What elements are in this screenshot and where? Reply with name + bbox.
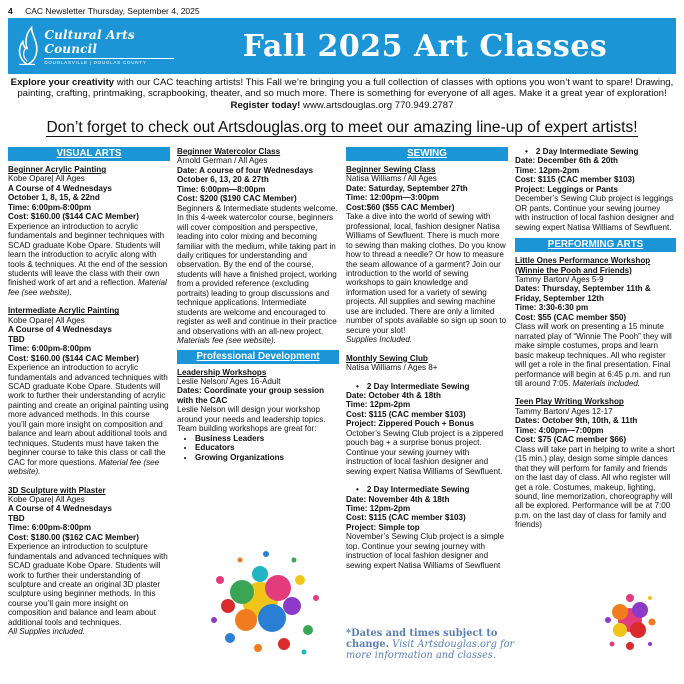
register-cta: Register today! — [230, 99, 301, 111]
session-cost: Cost: $115 (CAC member $103) — [346, 513, 466, 523]
class-description: Experience an introduction to sculpture fundamentals and advanced techniques with SCAD graduate Kobe Opare. Students will work to further their understanding of sculpture and create an original 3D plaster sculpture using beginner methods. In this course you’ll gain more insight on composition and balance and learn about additional tools and techniques. — [8, 542, 168, 627]
page-number: 4 — [8, 6, 13, 16]
class-time: Time: 12:00pm—3:00pm — [346, 193, 439, 203]
class-beginner-sewing — [346, 165, 508, 345]
session-date: Date: November 4th & 18th — [346, 494, 450, 504]
session-date: Date: December 6th & 20th — [515, 156, 619, 166]
class-title: Beginner Watercolor Class — [177, 147, 281, 156]
session-cost: Cost: $115 (CAC member $103) — [346, 409, 466, 419]
class-3d-sculpture — [8, 486, 170, 637]
session-description: October’s Sewing Club project is a zippered pouch bag + a surprise bonus project. Continue your sewing journey with instruction of local fashion designer and sewing expert Natisa Williams of Sewfluent. — [346, 428, 504, 476]
class-beginner-acrylic — [8, 165, 170, 297]
disclaimer-bold: *Dates and times subject to change. — [346, 628, 498, 650]
list-item: • Business Leaders — [195, 434, 339, 443]
column-watercolor-professional — [177, 147, 339, 462]
class-instructor: Tammy Barton/ Ages 12-17 — [515, 406, 613, 416]
class-instructor: Arnold German / All Ages — [177, 156, 268, 166]
class-title: Beginner Sewing Class — [346, 165, 436, 174]
class-cost: Cost:$60 ($55 CAC Member) — [346, 202, 455, 212]
cac-logo — [8, 18, 174, 74]
title-banner — [8, 18, 676, 74]
class-title: Teen Play Writing Workshop — [515, 397, 624, 407]
class-cost: Cost: $160.00 ($144 CAC Member) — [8, 353, 139, 363]
column-visual-arts — [8, 147, 170, 637]
class-description: Beginners & Intermediate students welcome. In this 4-week watercolor course, beginners will cover composition and perspective, leading into color mixing and becoming familiar with the medium, while taking part in daily critiques for understanding and observation. By the end of the course, students will have a finished project, working from a provided reference (excluding portraits) leading to group discussions and technique applications. Intermediate students are welcome and encouraged to register as well and continue in their practice and observations with an all-new project. Materials fee (see website). — [177, 203, 338, 346]
class-fee: All Supplies included. — [8, 627, 85, 637]
list-item: • Educators — [195, 443, 339, 452]
class-little-ones-performance — [515, 256, 676, 388]
class-description: Class will work on presenting a 15 minute narrated play of “Winnie The Pooh” they will make simple costumes, props and learn basic makeup techniques. All who register will get a role in the final presentation. Final performance will begin at 6:45 p.m. and run till around 7:05. Materials included. — [515, 322, 672, 388]
session-description: November’s Sewing Club project is a simple top. Continue your sewing journey with instruction of local fashion designer and sewing expert Natisa Williams of Sewfluent — [346, 532, 505, 570]
logo-title: Cultural Arts Council — [44, 27, 135, 56]
class-instructor: Natisa Williams / Ages 8+ — [346, 363, 438, 373]
column-sewing — [346, 147, 508, 570]
class-title: 3D Sculpture with Plaster — [8, 485, 106, 495]
class-description: Class will take part in helping to write a short (15 min.) play, design some simple dances that they will perform for family and friends on the last day of class. All who register will get a role. Costumes, makeup, lighting, sound, line memorization, choreography will all be explored. Performance will be at 7:00 p.m. on the last day of class for family and friends) — [515, 444, 675, 530]
class-cost: Cost: $55 (CAC member $50) — [515, 312, 627, 322]
intro-lead: Explore your creativity — [10, 77, 115, 88]
session-time: Time: 12pm-2pm — [346, 400, 411, 410]
session-name: • 2 Day Intermediate Sewing — [346, 382, 508, 391]
class-dates: October 1, 8, 15, & 22nd — [8, 193, 100, 203]
class-dates: October 6, 13, 20 & 27th — [177, 175, 269, 185]
class-course: A Course of 4 Wednesdays — [8, 325, 112, 335]
section-header-visual-arts: VISUAL ARTS — [8, 147, 170, 161]
class-title: Leadership Workshops — [177, 367, 267, 377]
session-project: Project: Zippered Pouch + Bonus — [346, 419, 474, 429]
disclaimer-note — [346, 628, 536, 661]
paint-splash-image — [600, 584, 662, 658]
newsletter-date: CAC Newsletter Thursday, September 4, 2025 — [25, 6, 200, 16]
class-cost: Cost: $180.00 ($162 CAC Member) — [8, 532, 139, 542]
class-description: Experience an introduction to acrylic fundamentals and beginner techniques with SCAD graduate Kobe Opare. Students will learn the introduction to acrylic along with tools & techniques. At the end of the session students will leave the class with their own finished work of art and a reflection. Material fee (see website). — [8, 221, 168, 297]
section-header-professional-development: Professional Development — [177, 350, 339, 364]
paint-splash-image — [200, 540, 330, 668]
class-beginner-watercolor — [177, 147, 339, 346]
session-time: Time: 12pm-2pm — [515, 165, 580, 175]
class-time: Time: 6:00pm-8:00pm — [8, 344, 92, 354]
intro-body: with our CAC teaching artists! This Fall we’re bringing you a full collection of classes with options you won’t want to spare! Drawing, painting, crafting, printmaking, scrapbooking, theater, and so much more. There is something for everyone of all ages. Make it a great year of exploration! — [17, 77, 674, 100]
audience-list — [177, 434, 339, 462]
class-dates: TBD — [8, 513, 25, 523]
class-instructor: Natisa Williams / All Ages — [346, 174, 437, 184]
class-leadership-workshops — [177, 368, 339, 463]
tagline — [8, 118, 676, 138]
class-time: Time: 6:00pm-8:00pm — [8, 523, 92, 533]
class-description: Experience an introduction to acrylic fundamentals and advanced techniques with SCAD graduate Kobe Opare. Students will work to further their understanding of acrylic painting and create an original painting using more advanced methods. In this course you’ll gain more insight on composition and balance and learn about additional tools and techniques. Students must have taken the beginner course to take this class or call the CAC for more questions. Material fee (see website). — [8, 363, 169, 477]
class-title: Beginner Acrylic Painting — [8, 165, 107, 174]
class-cost: Cost: $160.00 ($144 CAC Member) — [8, 212, 139, 222]
session-description: December’s Sewing Club project is leggings OR pants. Continue your sewing journey with instruction of local fashion designer and sewing expert Natisa Williams of Sewfluent. — [515, 194, 674, 232]
class-title: Intermediate Acrylic Painting — [8, 306, 120, 316]
class-teen-play-writing — [515, 397, 676, 529]
session-cost: Cost: $115 (CAC member $103) — [515, 175, 635, 185]
class-instructor: Kobe Opare| All Ages — [8, 315, 85, 325]
class-dates: TBD — [8, 334, 25, 344]
contact-info: www.artsdouglas.org 770.949.2787 — [300, 99, 454, 111]
class-course: A Course of 4 Wednesdays — [8, 504, 112, 514]
newsletter-header — [8, 4, 676, 18]
session-project: Project: Simple top — [346, 522, 420, 532]
logo-subtitle: DOUGLASVILLE | DOUGLAS COUNTY — [44, 58, 174, 65]
class-title: Little Ones Performance Workshop (Winnie the Pooh and Friends) — [515, 256, 651, 275]
class-instructor: Kobe Opare| All Ages — [8, 494, 85, 504]
session-name: • 2 Day Intermediate Sewing — [346, 485, 508, 494]
tagline-text: Don’t forget to check out Artsdouglas.org to meet our amazing line-up of expert artists! — [46, 119, 638, 136]
class-time: Time: 3:30-6:30 pm — [515, 303, 589, 313]
flame-icon — [14, 23, 40, 69]
class-description: Take a dive into the world of sewing with professional, local, fashion designer Natisa Williams of Sewfluent. There is much more to sewing than making clothes. Do you know how to thread a needle? Or how to measure the seam allowance of a garment? Join our introduction to the world of sewing workshops to gain knowledge and information used for a variety of sewing projects. All supplies and sewing machine use are included. There are only a limited number of spots available so sign up soon to secure your slot! — [346, 212, 507, 335]
class-time: Time: 4:00pm—7:00pm — [515, 425, 604, 435]
class-instructor: Leslie Nelson/ Ages 16-Adult — [177, 376, 281, 386]
class-course: A Course of 4 Wednesdays — [8, 183, 112, 193]
page-title: Fall 2025 Art Classes — [242, 28, 608, 64]
class-instructor: Tammy Barton/ Ages 5-9 — [515, 274, 604, 284]
class-cost: Cost: $75 (CAC member $66) — [515, 435, 627, 445]
session-time: Time: 12pm-2pm — [346, 503, 411, 513]
class-dates: Dates: Coordinate your group session with the CAC — [177, 386, 325, 405]
class-dates: Dates: Thursday, September 11th & Friday, September 12th — [515, 284, 651, 303]
session-date: Date: October 4th & 18th — [346, 390, 441, 400]
class-title: Monthly Sewing Club — [346, 353, 428, 363]
class-course: Date: A course of four Wednesdays — [177, 165, 313, 175]
class-intermediate-acrylic — [8, 306, 170, 476]
class-time: Time: 6:00pm-8:00pm — [8, 202, 92, 212]
disclaimer-italic: Visit Artsdouglas.org for more information and classes. — [346, 639, 515, 661]
class-fee: Supplies Included. — [346, 335, 413, 345]
session-december-sewing — [515, 147, 676, 232]
session-project: Project: Leggings or Pants — [515, 184, 618, 194]
session-name: • 2 Day Intermediate Sewing — [515, 147, 676, 156]
class-time: Time: 6:00pm—8:00pm — [177, 184, 266, 194]
class-cost: Cost: $200 ($190 CAC Member) — [177, 194, 297, 204]
column-performing-arts — [515, 147, 676, 530]
section-header-sewing: SEWING — [346, 147, 508, 161]
section-header-performing-arts: PERFORMING ARTS — [515, 238, 676, 252]
class-monthly-sewing-club — [346, 354, 508, 571]
class-dates: Dates: October 9th, 10th, & 11th — [515, 416, 638, 426]
list-item: • Growing Organizations — [195, 453, 339, 462]
class-description: Leslie Nelson will design your workshop around your needs and leadership topics. Team building workshops are great for: — [177, 405, 326, 434]
class-dates: Date: Saturday, September 27th — [346, 183, 468, 193]
class-instructor: Kobe Opare| All Ages — [8, 174, 85, 184]
intro-paragraph — [8, 77, 676, 111]
